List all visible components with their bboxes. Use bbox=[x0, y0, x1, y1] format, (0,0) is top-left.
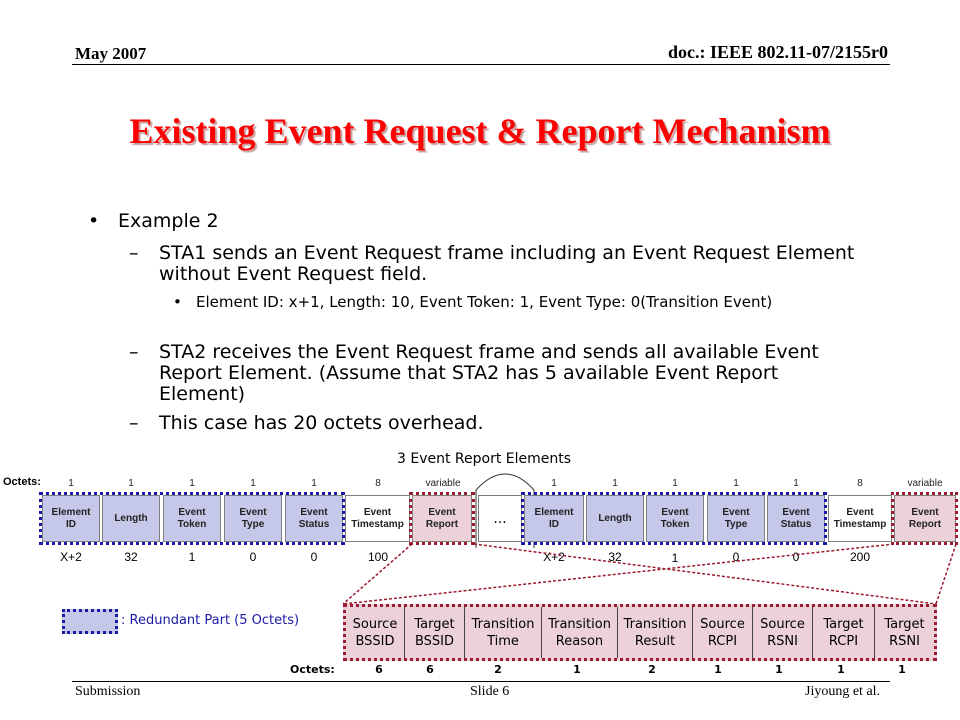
octet-1-1: 1 bbox=[68, 478, 74, 489]
value-1-status: 0 bbox=[310, 550, 318, 564]
footer-slide-number: Slide 6 bbox=[470, 684, 510, 699]
sub-octet-7: 1 bbox=[775, 663, 783, 676]
dash-1: – bbox=[129, 242, 139, 264]
field-element-id-1: Element ID bbox=[42, 495, 100, 542]
sub-octet-5: 2 bbox=[648, 663, 656, 676]
sub-field-source-bssid: Source BSSID bbox=[352, 616, 398, 649]
field-event-token-1: Event Token bbox=[163, 495, 221, 542]
footer-author: Jiyoung et al. bbox=[805, 684, 881, 699]
field-event-status-1: Event Status bbox=[285, 495, 343, 542]
legend-text: : Redundant Part (5 Octets) bbox=[121, 613, 300, 628]
value-1-length: 32 bbox=[124, 550, 138, 564]
octets-label: Octets: bbox=[3, 476, 41, 488]
value-2-status: 0 bbox=[792, 550, 800, 564]
sub-octet-2: 6 bbox=[426, 663, 434, 676]
sub-octet-6: 1 bbox=[714, 663, 722, 676]
dash-3: – bbox=[129, 412, 139, 434]
diagram-caption: 3 Event Report Elements bbox=[397, 451, 572, 467]
octet-1-7: variable bbox=[425, 478, 461, 489]
bullet-example: Example 2 bbox=[118, 210, 219, 232]
ellipsis-box: ... bbox=[478, 495, 522, 542]
value-2-token: 1 bbox=[671, 551, 679, 565]
bullet-element-detail: Element ID: x+1, Length: 10, Event Token: 1, Event Type: 0(Transition Event) bbox=[196, 293, 773, 311]
footer-rule bbox=[72, 681, 890, 682]
octet-2-3: 1 bbox=[672, 478, 678, 489]
field-length-1: Length bbox=[102, 495, 160, 542]
value-1-element-id: X+2 bbox=[60, 550, 82, 564]
field-event-token-2: Event Token bbox=[646, 495, 704, 542]
sub-field-target-rsni: Target RSNI bbox=[874, 607, 934, 658]
slide-title: Existing Event Request & Report Mechanism bbox=[129, 111, 831, 151]
octet-1-2: 1 bbox=[128, 478, 134, 489]
value-1-token: 1 bbox=[188, 550, 196, 564]
octet-2-7: variable bbox=[907, 478, 943, 489]
octet-2-1: 1 bbox=[551, 478, 557, 489]
sub-field-source-rcpi: Source RCPI bbox=[692, 607, 752, 658]
field-length-2: Length bbox=[586, 495, 644, 542]
sub-field-transition-reason: Transition Reason bbox=[541, 607, 617, 658]
field-event-status-2: Event Status bbox=[767, 495, 825, 542]
octet-2-2: 1 bbox=[612, 478, 618, 489]
sub-field-source-rsni: Source RSNI bbox=[752, 607, 812, 658]
octet-1-5: 1 bbox=[311, 478, 317, 489]
field-event-type-1: Event Type bbox=[224, 495, 282, 542]
octet-1-3: 1 bbox=[189, 478, 195, 489]
field-event-type-2: Event Type bbox=[707, 495, 765, 542]
field-event-report-1: Event Report bbox=[412, 495, 472, 542]
field-event-timestamp-2: Event Timestamp bbox=[828, 495, 892, 542]
sub-field-transition-result: Transition Result bbox=[617, 607, 692, 658]
sub-octet-8: 1 bbox=[837, 663, 845, 676]
sub-octet-4: 1 bbox=[573, 663, 581, 676]
value-2-timestamp: 200 bbox=[849, 550, 871, 564]
sub-octets-label: Octets: bbox=[290, 663, 335, 676]
octet-2-6: 8 bbox=[857, 478, 863, 489]
value-2-type: 0 bbox=[732, 550, 740, 564]
footer-submission: Submission bbox=[75, 684, 141, 699]
value-1-type: 0 bbox=[249, 550, 257, 564]
bullet-sta2: STA2 receives the Event Request frame and sends all available Event Report Element. (Assume that STA2 has 5 available Event Report Element) bbox=[159, 341, 819, 405]
sub-octet-9: 1 bbox=[898, 663, 906, 676]
sub-field-target-rcpi: Target RCPI bbox=[812, 607, 874, 658]
value-1-timestamp: 100 bbox=[367, 550, 389, 564]
sub-field-target-bssid: Target BSSID bbox=[404, 607, 464, 658]
bullet-dot-l3: • bbox=[173, 293, 182, 311]
bullet-overhead: This case has 20 octets overhead. bbox=[159, 412, 484, 434]
octet-1-6: 8 bbox=[375, 478, 381, 489]
header-doc-id: doc.: IEEE 802.11-07/2155r0 bbox=[667, 42, 888, 62]
bullet-dot-l1: • bbox=[88, 210, 100, 232]
value-2-element-id: X+2 bbox=[543, 550, 565, 564]
value-2-length: 32 bbox=[608, 550, 622, 564]
header-date: May 2007 bbox=[75, 44, 147, 63]
legend-swatch bbox=[62, 609, 118, 634]
octet-2-5: 1 bbox=[793, 478, 799, 489]
sub-octet-1: 6 bbox=[375, 663, 383, 676]
octet-2-4: 1 bbox=[733, 478, 739, 489]
sub-field-transition-time: Transition Time bbox=[464, 607, 541, 658]
sub-octet-3: 2 bbox=[494, 663, 502, 676]
octet-1-4: 1 bbox=[250, 478, 256, 489]
field-event-timestamp-1: Event Timestamp bbox=[345, 495, 410, 542]
field-event-report-2: Event Report bbox=[894, 495, 956, 542]
dash-2: – bbox=[129, 341, 139, 363]
bullet-sta1: STA1 sends an Event Request frame including an Event Request Element without Event Request field. bbox=[159, 242, 855, 285]
field-element-id-2: Element ID bbox=[524, 495, 584, 542]
